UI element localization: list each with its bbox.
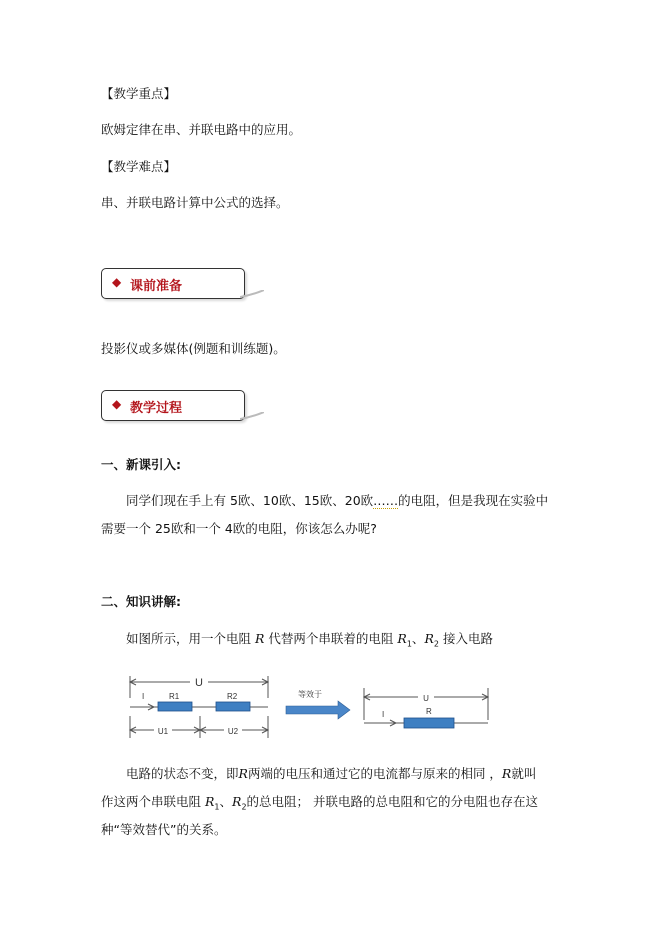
label-i: I [382,710,385,719]
label-u1: U1 [157,727,169,736]
swoosh-decoration [240,412,264,420]
subscript: 1 [214,802,220,812]
diamond-icon: ◆ [112,275,122,289]
prep-text: 投影仪或多媒体(例题和训练题)。 [101,341,286,356]
text-span: 的总电阻； 并联电路的总电阻和它的分电阻也存在这 [246,794,539,809]
label-r2: R2 [227,692,238,701]
intro-ellipsis: …… [373,493,399,508]
label-i: I [142,692,145,701]
text-span: 、 [219,794,233,809]
label-r: R [426,707,432,716]
variable-r1: R [397,631,407,646]
equivalent-circuit-diagram [120,668,500,746]
difficulty-heading: 【教学难点】 [101,159,177,174]
prep-section-title: 课前准备 [130,279,183,294]
text-span: 两端的电压和通过它的电流都与原来的相同 ， [247,766,502,781]
explain-line-3: 种“等效替代”的关系。 [101,822,227,837]
arrow-label: 等效于 [298,690,322,699]
knowledge-heading: 二、知识讲解: [101,594,181,609]
equivalence-arrow [286,701,350,719]
difficulty-text: 串、并联电路计算中公式的选择。 [101,195,289,210]
variable-r1: R [205,794,215,809]
subscript: 1 [406,639,412,649]
knowledge-intro-line [126,631,493,653]
variable-r: R [255,631,265,646]
resistor-r2 [216,702,250,711]
text-span: 如图所示，用一个电阻 [126,631,252,646]
variable-r: R [501,766,512,781]
diamond-icon: ◆ [112,397,122,411]
explain-line-2 [101,794,538,816]
variable-r: R [238,766,248,781]
intro-text: 的电阻，但是我现在实验中 [398,493,549,508]
label-u: U [423,694,429,703]
subscript: 2 [241,802,247,812]
label-r1: R1 [169,692,180,701]
resistor-r1 [158,702,192,711]
label-u2: U2 [227,727,239,736]
variable-r2: R [424,631,434,646]
variable-r2: R [232,794,242,809]
prep-section-box [101,268,245,299]
process-section-box [101,390,245,421]
intro-heading: 一、新课引入: [101,457,181,472]
explain-line-1 [126,766,536,782]
label-u: U [195,677,203,689]
focus-text: 欧姆定律在串、并联电路中的应用。 [101,122,302,137]
intro-paragraph-line-2: 需要一个 25欧和一个 4欧的电阻，你该怎么办呢? [101,521,377,536]
intro-paragraph-line-1 [126,493,548,509]
resistor-r [404,718,454,728]
text-span: 接入电路 [442,631,493,646]
swoosh-decoration [240,290,264,298]
process-section-title: 教学过程 [130,401,183,416]
subscript: 2 [433,639,439,649]
text-span: 作这两个串联电阻 [101,794,202,809]
intro-text: 同学们现在手上有 5欧、10欧、15欧、20欧 [126,493,374,508]
text-span: 、 [411,631,425,646]
text-span: 代替两个串联着的电阻 [268,631,394,646]
text-span: 电路的状态不变，即 [126,766,239,781]
focus-heading: 【教学重点】 [101,86,177,101]
text-span: 就叫 [511,766,537,781]
